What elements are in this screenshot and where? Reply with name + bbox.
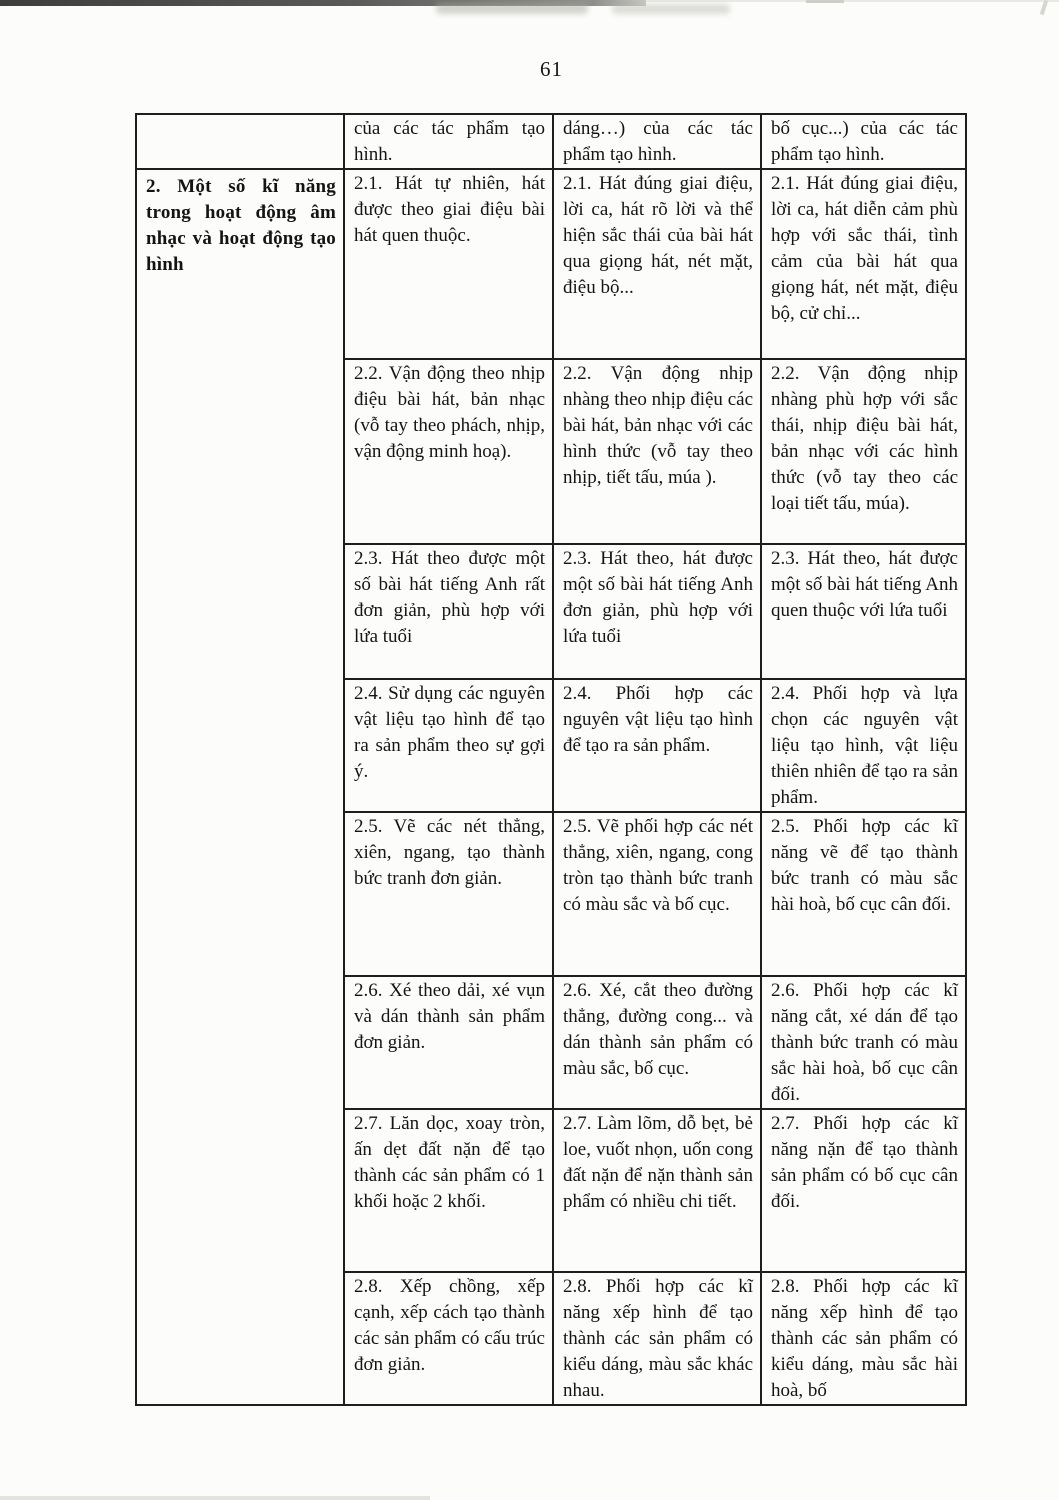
table-cell: 2.3. Hát theo, hát được một số bài hát tiếng Anh quen thuộc với lứa tuổi: [761, 544, 966, 679]
table-cell: 2.3. Hát theo, hát được một số bài hát tiếng Anh đơn giản, phù hợp với lứa tuổi: [553, 544, 761, 679]
table-cell: 2.7. Phối hợp các kĩ năng nặn để tạo thành sản phẩm có bố cục cân đối.: [761, 1109, 966, 1272]
skills-table: [135, 113, 967, 1406]
table-cell: 2.4. Phối hợp các nguyên vật liệu tạo hình để tạo ra sản phẩm.: [553, 679, 761, 812]
table-cell: 2.2. Vận động nhịp nhàng theo nhịp điệu các bài hát, bản nhạc với các hình thức (vỗ tay theo nhịp, tiết tấu, múa ).: [553, 359, 761, 544]
table-cell: 2.8. Phối hợp các kĩ năng xếp hình để tạo thành các sản phẩm có kiểu dáng, màu sắc hài hoà, bố: [761, 1272, 966, 1405]
table-cell: 2.2. Vận động nhịp nhàng phù hợp với sắc thái, nhịp điệu bài hát, bản nhạc với các hình thức (vỗ tay theo các loại tiết tấu, múa).: [761, 359, 966, 544]
table-cell: 2.1. Hát tự nhiên, hát được theo giai điệu bài hát quen thuộc.: [344, 169, 553, 359]
table-cell: bố cục...) của các tác phẩm tạo hình.: [761, 114, 966, 169]
scan-bottom-artifact: [0, 1496, 430, 1500]
table-cell: 2.4. Sử dụng các nguyên vật liệu tạo hình để tạo ra sản phẩm theo sự gợi ý.: [344, 679, 553, 812]
table-cell: 2.5. Vẽ các nét thẳng, xiên, ngang, tạo thành bức tranh đơn giản.: [344, 812, 553, 976]
table-cell: dáng…) của các tác phẩm tạo hình.: [553, 114, 761, 169]
table-cell: 2.6. Xé theo dải, xé vụn và dán thành sản phẩm đơn giản.: [344, 976, 553, 1109]
table-cell: 2.7. Lăn dọc, xoay tròn, ấn dẹt đất nặn để tạo thành các sản phẩm có 1 khối hoặc 2 khối.: [344, 1109, 553, 1272]
scan-edge-artifact-light: [646, 0, 1059, 2]
table-cell: 2.6. Phối hợp các kĩ năng cắt, xé dán để tạo thành bức tranh có màu sắc hài hoà, bố cục cân đối.: [761, 976, 966, 1109]
table-cell: của các tác phẩm tạo hình.: [344, 114, 553, 169]
table-cell: 2.6. Xé, cắt theo đường thẳng, đường cong... và dán thành sản phẩm có màu sắc, bố cục.: [553, 976, 761, 1109]
table-cell: 2.5. Phối hợp các kĩ năng vẽ để tạo thành bức tranh có màu sắc hài hoà, bố cục cân đối.: [761, 812, 966, 976]
table-cell: 2.7. Làm lõm, dỗ bẹt, bẻ loe, vuốt nhọn, uốn cong đất nặn để nặn thành sản phẩm có nhiều chi tiết.: [553, 1109, 761, 1272]
scan-ghost-smudge: [612, 4, 730, 14]
table-cell: 2.8. Xếp chồng, xếp cạnh, xếp cách tạo thành các sản phẩm có cấu trúc đơn giản.: [344, 1272, 553, 1405]
category-label-cell: 2. Một số kĩ năng trong hoạt động âm nhạc và hoạt động tạo hình: [136, 169, 344, 1405]
table-cell-empty: [136, 114, 344, 169]
table-cell: 2.3. Hát theo được một số bài hát tiếng Anh rất đơn giản, phù hợp với lứa tuổi: [344, 544, 553, 679]
table-row-header-continuation: [136, 114, 966, 169]
table-row-2-1: [136, 169, 966, 359]
scan-corner-artifact: [1040, 0, 1048, 15]
table-cell: 2.1. Hát đúng giai điệu, lời ca, hát diễn cảm phù hợp với sắc thái, tình cảm của bài hát qua giọng hát, nét mặt, điệu bộ, cử chỉ...: [761, 169, 966, 359]
table-cell: 2.2. Vận động theo nhịp điệu bài hát, bản nhạc (vỗ tay theo phách, nhịp, vận động minh hoạ).: [344, 359, 553, 544]
page-number: 61: [540, 57, 563, 81]
table-cell: 2.5. Vẽ phối hợp các nét thẳng, xiên, ngang, cong tròn tạo thành bức tranh có màu sắc và bố cục.: [553, 812, 761, 976]
table-cell: 2.1. Hát đúng giai điệu, lời ca, hát rõ lời và thể hiện sắc thái của bài hát qua giọng hát, nét mặt, điệu bộ...: [553, 169, 761, 359]
scan-tick-artifact: [806, 0, 844, 3]
scan-ghost-smudge: [436, 3, 588, 14]
table-cell: 2.8. Phối hợp các kĩ năng xếp hình để tạo thành các sản phẩm có kiểu dáng, màu sắc khác nhau.: [553, 1272, 761, 1405]
table-cell: 2.4. Phối hợp và lựa chọn các nguyên vật liệu tạo hình, vật liệu thiên nhiên để tạo ra sản phẩm.: [761, 679, 966, 812]
